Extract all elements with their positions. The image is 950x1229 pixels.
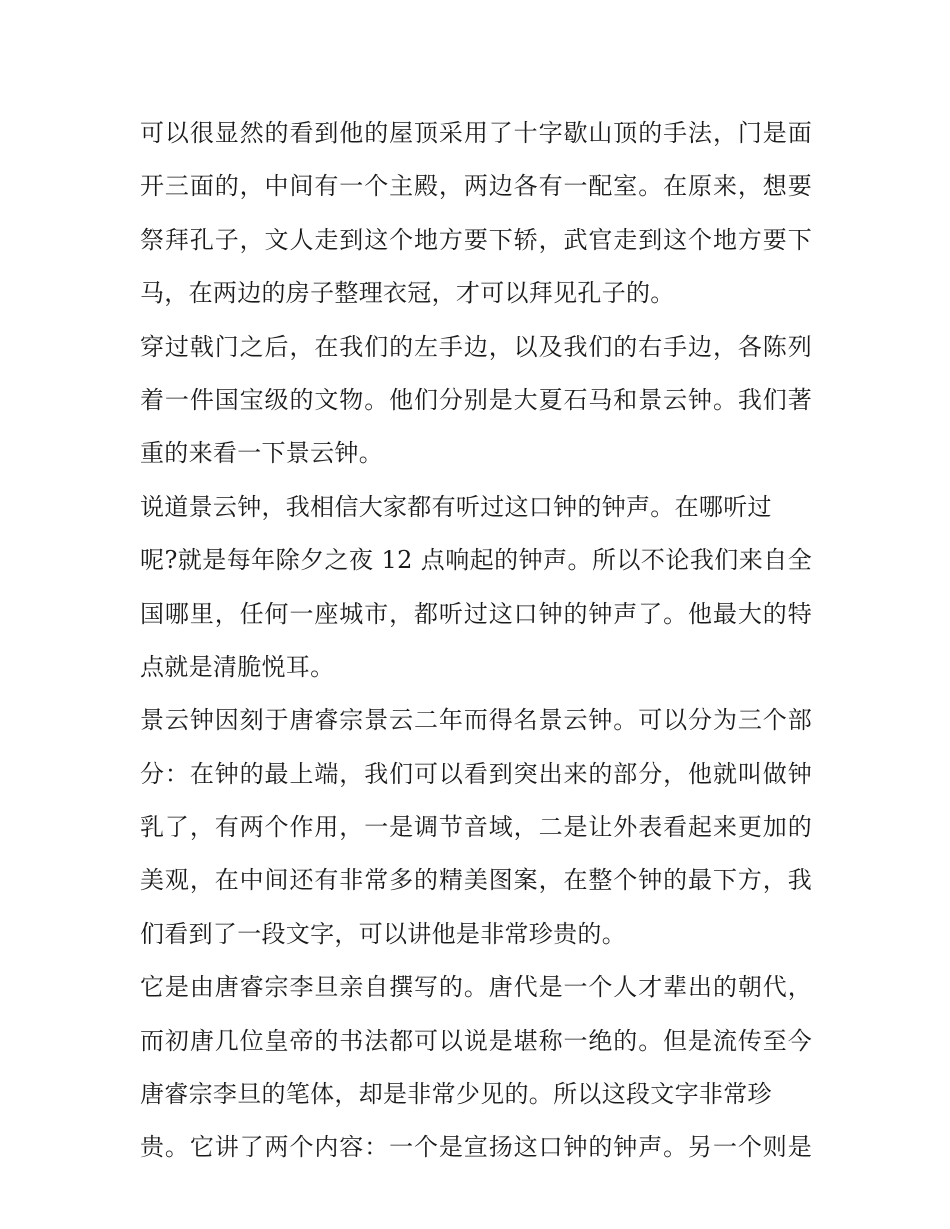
document-body (140, 107, 812, 1175)
text-line: 祭拜孔子，文人走到这个地方要下轿，武官走到这个地方要下 (140, 225, 812, 254)
text-line: 重的来看一下景云钟。 (140, 439, 383, 468)
text-line: 马，在两边的房子整理衣冠，才可以拜见孔子的。 (140, 279, 675, 308)
text-line: 而初唐几位皇帝的书法都可以说是堪称一绝的。但是流传至今 (140, 1026, 812, 1055)
text-line: 景云钟因刻于唐睿宗景云二年而得名景云钟。可以分为三个部 (140, 706, 812, 735)
text-line: 们看到了一段文字，可以讲他是非常珍贵的。 (140, 919, 626, 948)
text-line: 着一件国宝级的文物。他们分别是大夏石马和景云钟。我们著 (140, 385, 812, 414)
text-line: 可以很显然的看到他的屋顶采用了十字歇山顶的手法，门是面 (140, 119, 812, 147)
text-line: 呢?就是每年除夕之夜 12 点响起的钟声。所以不论我们来自全 (140, 546, 812, 575)
text-line: 国哪里，任何一座城市，都听过这口钟的钟声了。他最大的特 (140, 599, 812, 628)
text-line: 点就是清脆悦耳。 (140, 652, 335, 681)
text-line: 说道景云钟，我相信大家都有听过这口钟的钟声。在哪听过 (140, 492, 772, 521)
text-line: 乳了，有两个作用，一是调节音域，二是让外表看起来更加的 (140, 813, 812, 842)
text-line: 美观，在中间还有非常多的精美图案，在整个钟的最下方，我 (140, 866, 812, 895)
text-line: 分：在钟的最上端，我们可以看到突出来的部分，他就叫做钟 (140, 759, 812, 788)
text-line: 贵。它讲了两个内容：一个是宣扬这口钟的钟声。另一个则是 (140, 1133, 812, 1162)
text-line: 开三面的，中间有一个主殿，两边各有一配室。在原来，想要 (140, 172, 812, 201)
text-line: 唐睿宗李旦的笔体，却是非常少见的。所以这段文字非常珍 (140, 1080, 772, 1109)
text-line: 它是由唐睿宗李旦亲自撰写的。唐代是一个人才辈出的朝代， (140, 973, 812, 1002)
text-line: 穿过戟门之后，在我们的左手边，以及我们的右手边，各陈列 (140, 332, 812, 361)
